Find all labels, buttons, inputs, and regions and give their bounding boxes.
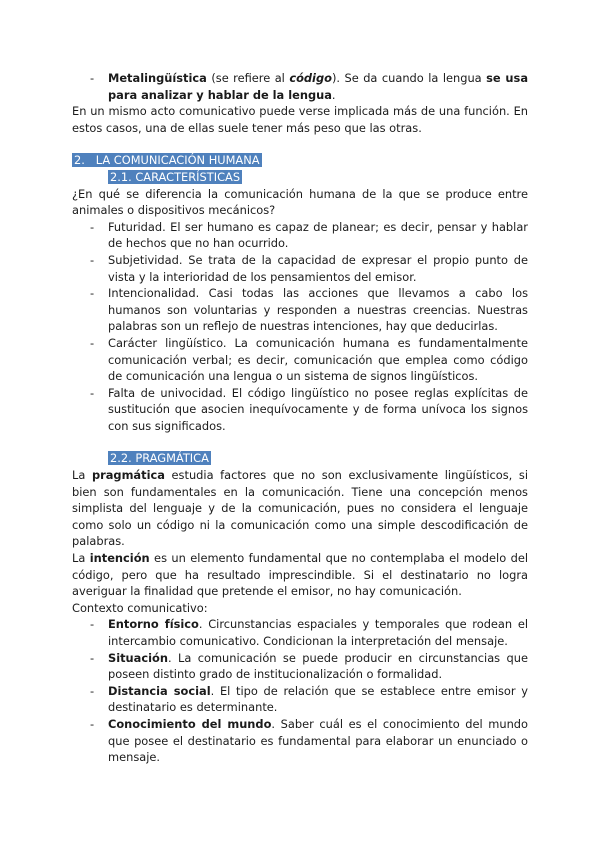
- list-item: - Carácter lingüístico. La comunicación humana es fundamentalmente comunicación verbal; es decir, comunicación que emplea como código de comunicación una lengua o un sistema de signos lingüísticos.: [90, 335, 528, 384]
- intro-paragraph: En un mismo acto comunicativo puede verse implicada más de una función. En estos casos, una de ellas suele tener más peso que las otras.: [72, 104, 528, 135]
- page-content: [72, 70, 528, 766]
- list-item: - Intencionalidad. Casi todas las acciones que llevamos a cabo los humanos son voluntarias y responden a nuestras creencias. Nuestras palabras son un reflejo de nuestras intenciones, hay que deducirlas.: [90, 286, 528, 334]
- term-bold-italic: código: [289, 71, 332, 85]
- characteristics-list: [72, 219, 528, 435]
- bullet-dash: -: [90, 335, 95, 350]
- spacer: [72, 136, 528, 152]
- list-item: - Falta de univocidad. El código lingüístico no posee reglas explícitas de sustitución que asocien inequívocamente y de forma unívoca los signos con sus significados.: [90, 385, 528, 433]
- question-paragraph: ¿En qué se diferencia la comunicación humana de la que se produce entre animales o dispositivos mecánicos?: [72, 186, 528, 218]
- term-bold: Metalingüística: [108, 71, 207, 85]
- bullet-dash: -: [90, 252, 95, 267]
- intencion-paragraph: La intención es un elemento fundamental que no contemplaba el modelo del código, pero que ha resultado imprescindible. Si el destinatario no logra averiguar la finalidad que pretende el emisor, no hay comunicación.: [72, 551, 528, 599]
- section-number: 2.: [74, 153, 85, 168]
- list-item: - Situación. La comunicación se puede producir en circunstancias que poseen distinto grado de institucionalización o formalidad.: [90, 650, 528, 682]
- bullet-dash: -: [90, 71, 95, 85]
- list-item-metalinguistica: - Metalingüística (se refiere al código). Se da cuando la lengua se usa para analizar y hablar de la lengua.: [90, 71, 529, 102]
- section-heading-highlight: [72, 153, 262, 167]
- list-item: - Conocimiento del mundo. Saber cuál es el conocimiento del mundo que posee el destinatario es fundamental para elaborar un enunciado o mensaje.: [90, 716, 529, 765]
- bullet-dash: -: [90, 650, 95, 665]
- bullet-dash: -: [90, 617, 95, 632]
- spacer: [72, 434, 528, 450]
- list-item: - Entorno físico. Circunstancias espaciales y temporales que rodean el intercambio comunicativo. Condicionan la interpretación del mensaje.: [90, 617, 529, 648]
- list-item: - Subjetividad. Se trata de la capacidad de expresar el propio punto de vista y la interioridad de los pensamientos del emisor.: [90, 252, 528, 284]
- subsection-heading-caracteristicas: 2.1. CARACTERÍSTICAS: [110, 169, 241, 184]
- bullet-dash: -: [90, 716, 95, 731]
- list-item: - Distancia social. El tipo de relación que se establece entre emisor y destinatario es determinante.: [90, 683, 529, 715]
- pragmatica-paragraph: La pragmática estudia factores que no son exclusivamente lingüísticos, si bien son fundamentales en la comunicación. Tiene una concepción menos simplista del lenguaje y de la comunicación, pues no considera el lenguaje como solo un código ni la comunicación como una simple descodificación de palabras.: [72, 468, 528, 549]
- subsection-heading-pragmatica: 2.2. PRAGMÁTICA: [110, 451, 209, 466]
- context-label: Contexto comunicativo:: [72, 600, 208, 615]
- bullet-dash: -: [90, 286, 95, 301]
- bullet-dash: -: [90, 219, 95, 234]
- term-bold: intención: [89, 551, 150, 566]
- term-bold: pragmática: [91, 468, 165, 483]
- bullet-dash: -: [90, 385, 95, 400]
- section-heading: [72, 152, 528, 169]
- section-title: LA COMUNICACIÓN HUMANA: [95, 153, 260, 168]
- bullet-dash: -: [90, 683, 95, 698]
- context-list: [72, 616, 528, 765]
- list-item: - Futuridad. El ser humano es capaz de planear; es decir, pensar y hablar de hechos que no han ocurrido.: [90, 219, 528, 251]
